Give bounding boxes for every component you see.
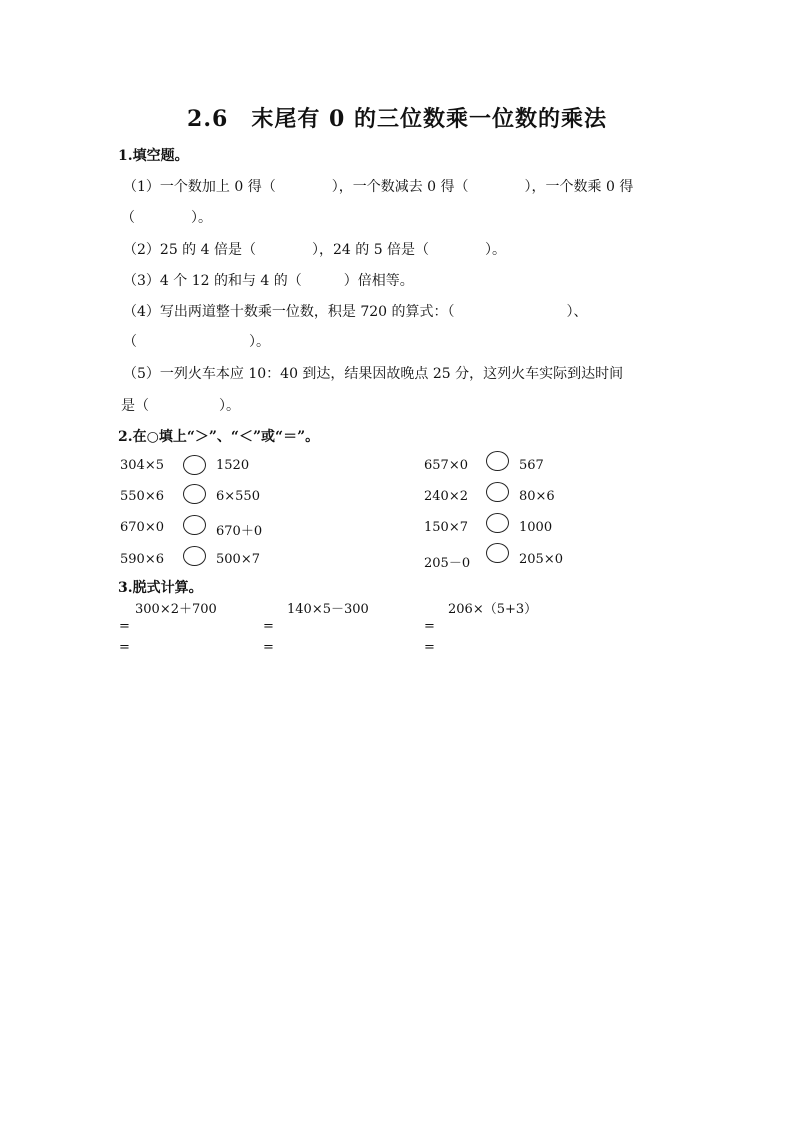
equals-sign: = [119, 619, 130, 634]
compare-right-target: 1000 [519, 520, 553, 535]
question-5-line2: 是（ ）。 [121, 398, 240, 414]
compare-right-expression: 240×2 [424, 489, 468, 504]
compare-left-expression: 670×0 [120, 520, 164, 535]
question-1-line1: （1）一个数加上 0 得（ ），一个数减去 0 得（ ），一个数乘 0 得 [123, 179, 634, 195]
compare-circle-blank[interactable] [486, 543, 509, 563]
compare-circle-blank[interactable] [183, 515, 206, 535]
compare-right-target: 567 [519, 458, 544, 473]
compare-circle-blank[interactable] [486, 513, 509, 533]
compare-right-expression: 657×0 [424, 458, 468, 473]
calc-problem: 300×2＋700 [135, 602, 217, 617]
compare-right-expression: 205－0 [424, 556, 471, 571]
compare-left-target: 6×550 [216, 489, 260, 504]
compare-left-expression: 590×6 [120, 552, 164, 567]
compare-left-target: 500×7 [216, 552, 260, 567]
compare-left-target: 1520 [216, 458, 250, 473]
equals-sign: = [424, 619, 435, 634]
calc-problem: 140×5－300 [287, 602, 369, 617]
section2-heading: 2.在○填上“＞”、“＜”或“＝”。 [118, 429, 320, 445]
calc-problem: 206×（5+3） [448, 602, 538, 617]
page-title: 2.6 末尾有 0 的三位数乘一位数的乘法 [187, 106, 607, 132]
compare-left-expression: 550×6 [120, 489, 164, 504]
compare-right-expression: 150×7 [424, 520, 468, 535]
compare-left-target: 670＋0 [216, 524, 263, 539]
compare-left-expression: 304×5 [120, 458, 164, 473]
compare-circle-blank[interactable] [183, 484, 206, 504]
compare-right-target: 205×0 [519, 552, 563, 567]
question-5-line1: （5）一列火车本应 10：40 到达，结果因故晚点 25 分，这列火车实际到达时间 [123, 366, 624, 382]
section3-heading: 3.脱式计算。 [118, 580, 203, 596]
equals-sign: = [119, 640, 130, 655]
compare-circle-blank[interactable] [183, 546, 206, 566]
question-4-line1: （4）写出两道整十数乘一位数，积是 720 的算式：（ ）、 [123, 304, 588, 320]
question-1-line2: （ ）。 [121, 210, 212, 226]
compare-circle-blank[interactable] [183, 455, 206, 475]
compare-circle-blank[interactable] [486, 451, 509, 471]
question-3: （3）4 个 12 的和与 4 的（ ）倍相等。 [123, 273, 414, 289]
question-4-line2: （ ）。 [123, 334, 270, 350]
section1-heading: 1.填空题。 [118, 148, 189, 164]
equals-sign: = [424, 640, 435, 655]
compare-circle-blank[interactable] [486, 482, 509, 502]
equals-sign: = [263, 619, 274, 634]
compare-right-target: 80×6 [519, 489, 555, 504]
question-2: （2）25 的 4 倍是（ ），24 的 5 倍是（ ）。 [123, 242, 507, 258]
equals-sign: = [263, 640, 274, 655]
